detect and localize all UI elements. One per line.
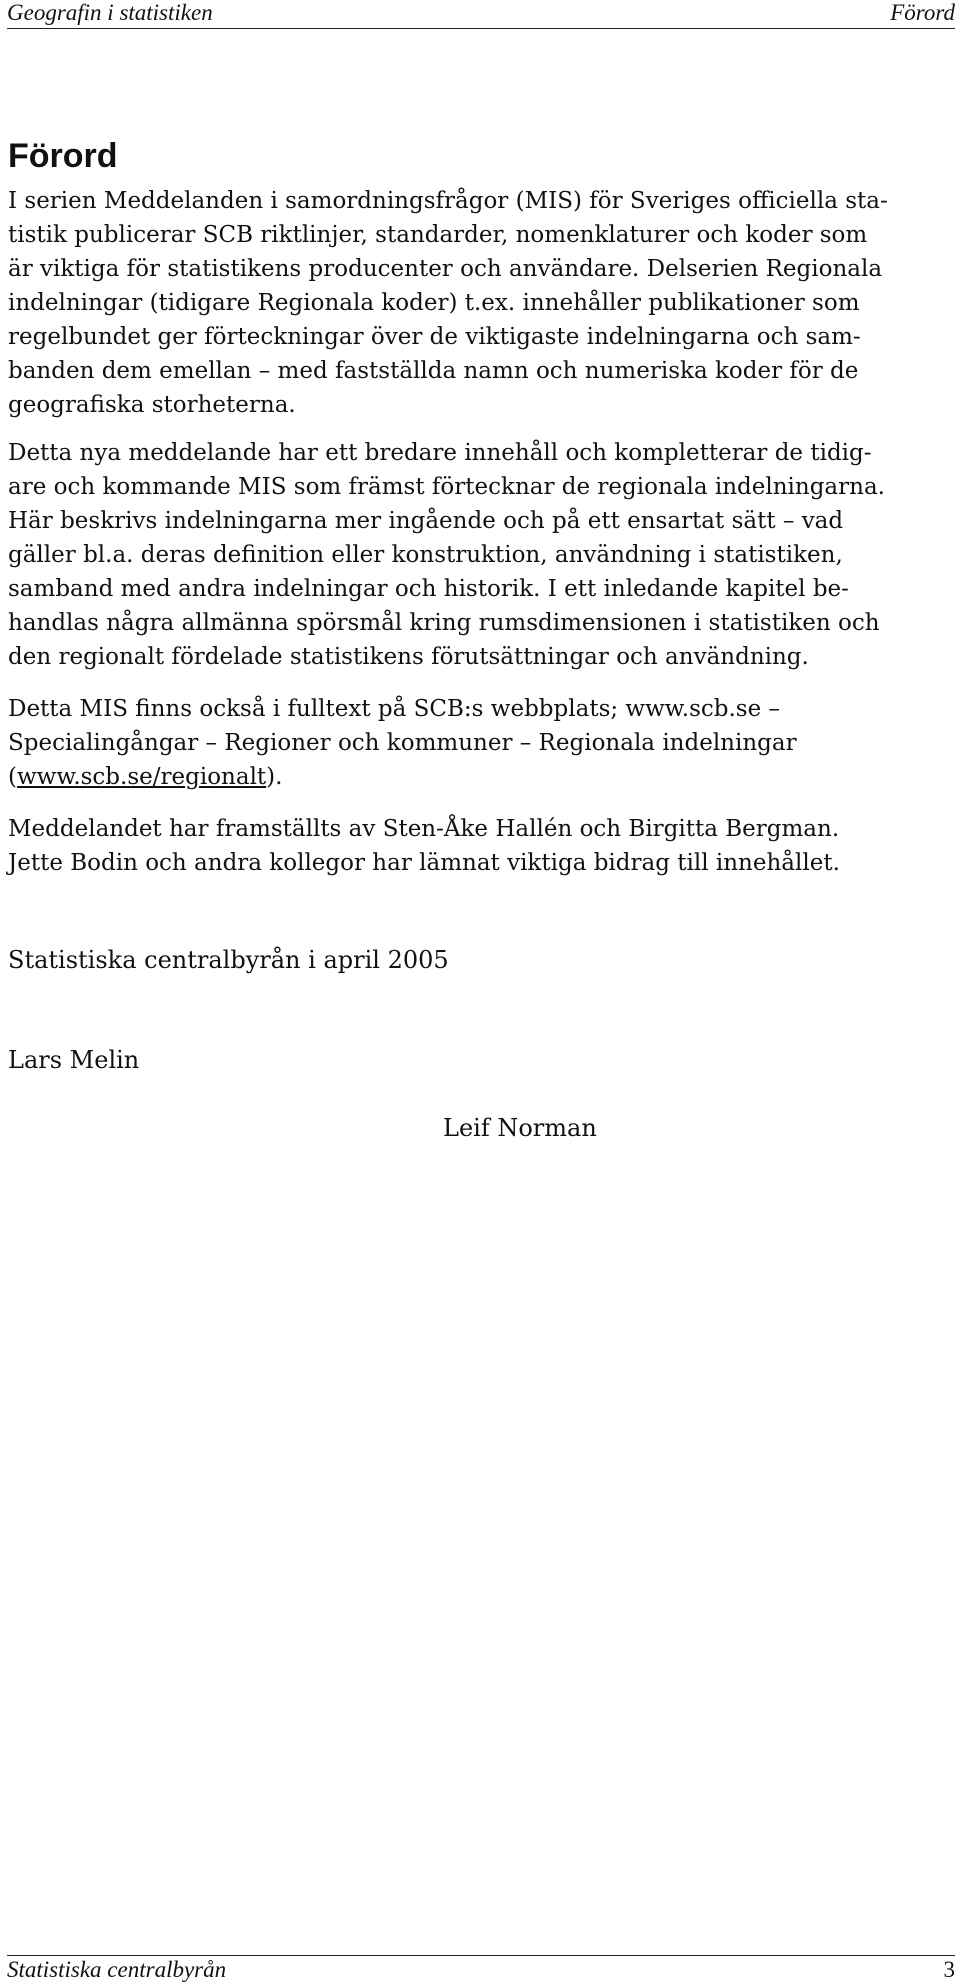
paragraph-line: handlas några allmänna spörsmål kring rumsdimensionen i statistiken och [8, 610, 880, 636]
footer-publisher: Statistiska centralbyrån [7, 1957, 227, 1982]
signature-name-leif-norman: Leif Norman [443, 1114, 597, 1142]
page-header [7, 0, 955, 29]
paragraph-web-availability [8, 692, 797, 794]
paragraph-line: den regionalt fördelade statistikens förutsättningar och användning. [8, 644, 809, 670]
page-title: Förord [8, 137, 118, 175]
page-footer [7, 1955, 955, 1984]
paren-close: ). [266, 764, 283, 790]
regionalt-link[interactable]: www.scb.se/regionalt [16, 764, 267, 790]
paragraph-line: indelningar (tidigare Regionala koder) t.ex. innehåller publikationer som [8, 290, 860, 316]
paragraph-content [8, 436, 885, 674]
paragraph-line: är viktiga för statistikens producenter och användare. Delserien Regionala [8, 256, 883, 282]
signature-name-lars-melin: Lars Melin [8, 1046, 140, 1074]
paragraph-line: banden dem emellan – med fastställda namn och numeriska koder för de [8, 358, 859, 384]
paragraph-line: gäller bl.a. deras definition eller konstruktion, användning i statistiken, [8, 542, 843, 568]
paragraph-authors [8, 812, 840, 880]
paragraph-line: Detta nya meddelande har ett bredare innehåll och kompletterar de tidig- [8, 440, 872, 466]
paragraph-line: Jette Bodin och andra kollegor har lämnat viktiga bidrag till innehållet. [8, 850, 840, 876]
paragraph-line: tistik publicerar SCB riktlinjer, standarder, nomenklaturer och koder som [8, 222, 868, 248]
paragraph-line: samband med andra indelningar och historik. I ett inledande kapitel be- [8, 576, 849, 602]
paragraph-line: I serien Meddelanden i samordningsfrågor (MIS) för Sveriges officiella sta- [8, 188, 888, 214]
header-section-title: Förord [890, 0, 955, 25]
paragraph-line: Detta MIS finns också i fulltext på SCB:s webbplats; www.scb.se – [8, 696, 781, 722]
paragraph-line: regelbundet ger förteckningar över de viktigaste indelningarna och sam- [8, 324, 861, 350]
paragraph-line: Meddelandet har framställts av Sten-Åke Hallén och Birgitta Bergman. [8, 816, 840, 842]
signature-place-date: Statistiska centralbyrån i april 2005 [8, 946, 449, 974]
paragraph-line: are och kommande MIS som främst förtecknar de regionala indelningarna. [8, 474, 885, 500]
paren-open: ( [8, 764, 17, 790]
paragraph-intro [8, 184, 888, 422]
paragraph-line: geografiska storheterna. [8, 392, 296, 418]
paragraph-line: Specialingångar – Regioner och kommuner – Regionala indelningar [8, 730, 797, 756]
page-number: 3 [943, 1957, 955, 1982]
paragraph-line: Här beskrivs indelningarna mer ingående och på ett ensartat sätt – vad [8, 508, 844, 534]
header-document-title: Geografin i statistiken [7, 0, 213, 25]
paragraph-line [8, 760, 797, 794]
